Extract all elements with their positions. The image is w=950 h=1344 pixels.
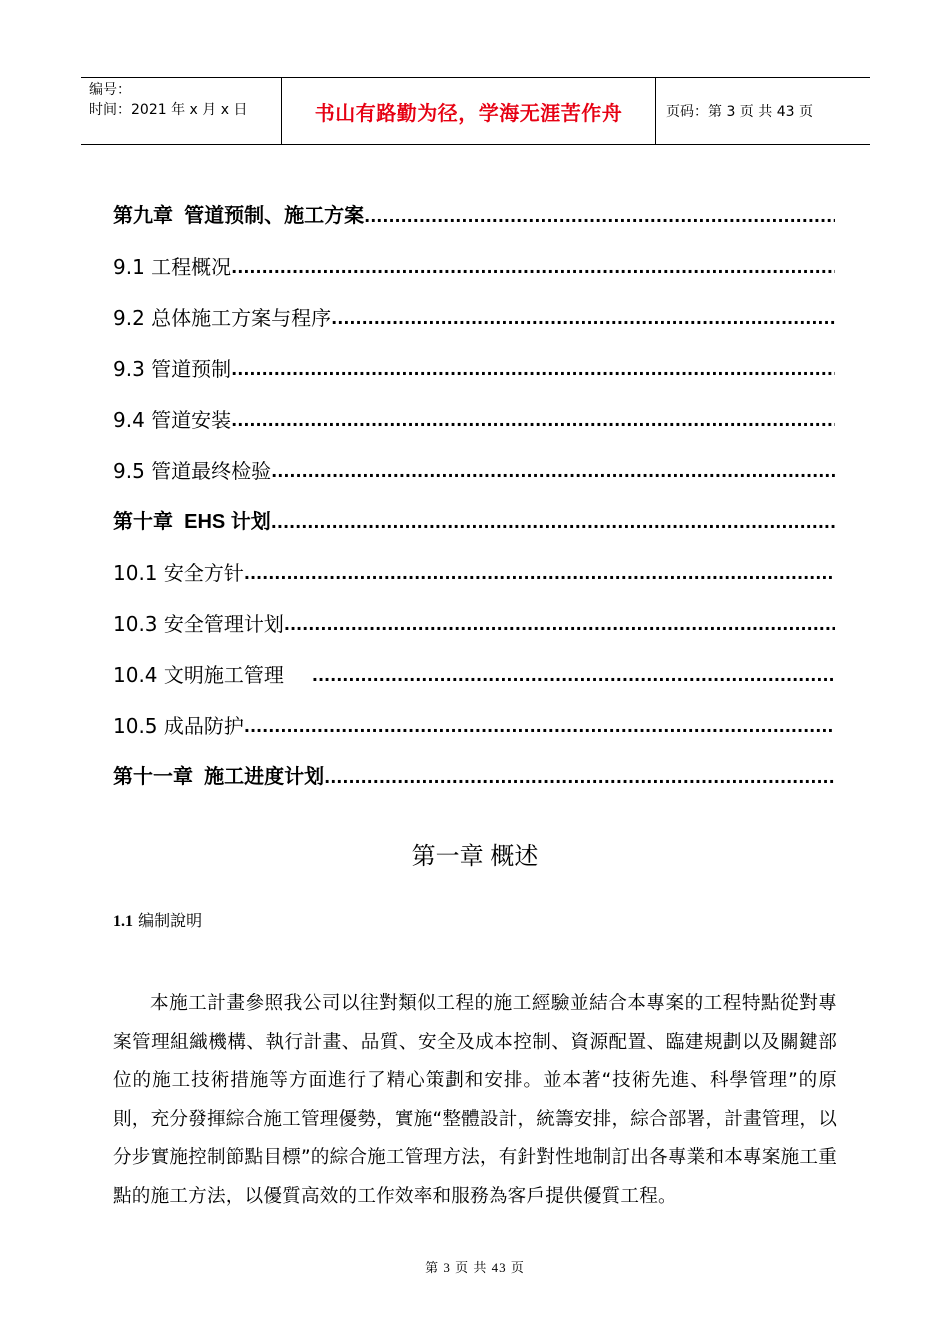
toc-dot-leader xyxy=(324,766,835,792)
toc-dot-leader xyxy=(271,511,835,537)
toc-entry-label: 10.3 安全管理计划 xyxy=(113,612,284,636)
toc-entry-label: 10.4 文明施工管理 xyxy=(113,663,284,687)
document-time-label: 时间：2021 年 x 月 x 日 xyxy=(89,102,248,118)
toc-section-entry[interactable] xyxy=(113,282,835,333)
toc-dot-leader xyxy=(312,664,835,690)
toc-section-entry[interactable] xyxy=(113,333,835,384)
toc-dot-leader xyxy=(331,307,835,333)
page-header xyxy=(81,77,870,145)
toc-dot-leader xyxy=(231,409,835,435)
toc-section-entry[interactable] xyxy=(113,639,835,690)
toc-section-entry[interactable] xyxy=(113,231,835,282)
toc-section-entry[interactable] xyxy=(113,435,835,486)
toc-dot-leader xyxy=(231,358,835,384)
table-of-contents xyxy=(113,180,835,792)
toc-section-entry[interactable] xyxy=(113,588,835,639)
section-title xyxy=(113,908,202,935)
toc-dot-leader xyxy=(244,562,835,588)
header-meta xyxy=(81,78,281,144)
toc-entry-label: 第九章 管道预制、施工方案 xyxy=(113,205,365,227)
toc-entry-label: 9.1 工程概况 xyxy=(113,255,232,279)
toc-section-entry[interactable] xyxy=(113,537,835,588)
page-footer: 第 3 页 共 43 页 xyxy=(425,1260,525,1275)
toc-chapter-entry[interactable] xyxy=(113,180,835,231)
toc-dot-leader xyxy=(284,613,835,639)
toc-dot-leader xyxy=(231,256,835,282)
toc-entry-label: 第十一章 施工进度计划 xyxy=(113,766,325,788)
toc-dot-leader xyxy=(364,205,835,231)
toc-entry-label: 9.5 管道最终检验 xyxy=(113,459,272,483)
body-paragraph: 本施工計畫參照我公司以往對類似工程的施工經驗並結合本專案的工程特點從對專案管理組織機構、執行計畫、品質、安全及成本控制、資源配置、臨建規劃以及關鍵部位的施工技術措施等方面進行了精心策劃和安排。並本著“技術先進、科學管理”的原則，充分發揮綜合施工管理優勢，實施“整體設計，統籌安排，綜合部署，計畫管理，以分步實施控制節點目標”的綜合施工管理方法，有針對性地制訂出各專業和本專案施工重點的施工方法，以優質高效的工作效率和服務為客戶提供優質工程。 xyxy=(113,993,837,1207)
toc-chapter-entry[interactable] xyxy=(113,741,835,792)
document-number-label: 编号： xyxy=(89,82,131,98)
toc-section-entry[interactable] xyxy=(113,690,835,741)
toc-entry-label: 9.3 管道预制 xyxy=(113,357,232,381)
header-page-number: 页码：第 3 页 共 43 页 xyxy=(666,104,813,120)
header-slogan: 书山有路勤为径，学海无涯苦作舟 xyxy=(281,78,656,144)
toc-entry-label: 9.4 管道安装 xyxy=(113,408,232,432)
toc-dot-leader xyxy=(271,460,835,486)
toc-entry-label: 10.1 安全方针 xyxy=(113,561,244,585)
toc-entry-label: 10.5 成品防护 xyxy=(113,714,244,738)
toc-dot-leader xyxy=(244,715,835,741)
toc-chapter-entry[interactable] xyxy=(113,486,835,537)
toc-entry-label: 9.2 总体施工方案与程序 xyxy=(113,306,332,330)
chapter-title: 第一章 概述 xyxy=(411,843,539,870)
section-heading-text: 编制說明 xyxy=(138,911,203,930)
section-number: 1.1 xyxy=(113,913,133,930)
toc-section-entry[interactable] xyxy=(113,384,835,435)
toc-entry-label: 第十章 EHS 计划 xyxy=(113,511,271,533)
